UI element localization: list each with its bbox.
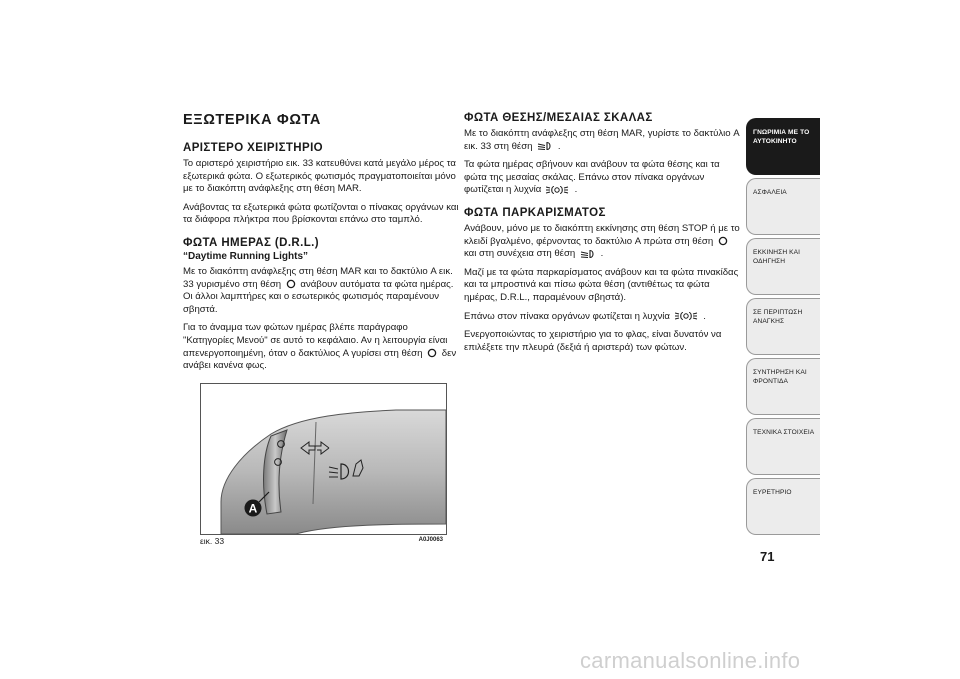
section-title-drl: ΦΩΤΑ ΗΜΕΡΑΣ (D.R.L.) (183, 236, 319, 249)
paragraph: Ανάβουν, μόνο με το διακόπτη εκκίνησης στη θέση STOP ή με το κλειδί βγαλμένο, φέρνοντας το δακτύλιο A πρώτα στη θέση και στη συνέχεια στη θέση . (464, 222, 740, 260)
low-beam-icon (580, 249, 596, 259)
tab-maintenance[interactable]: ΣΥΝΤΗΡΗΣΗ ΚΑΙ ΦΡΟΝΤΙΔΑ (746, 358, 820, 415)
tab-emergency[interactable]: ΣΕ ΠΕΡΙΠΤΩΣΗ ΑΝΑΓΚΗΣ (746, 298, 820, 355)
figure-code: A0J0063 (418, 537, 443, 543)
tab-getting-to-know[interactable]: ΓΝΩΡΙΜΙΑ ΜΕ ΤΟ ΑΥΤΟΚΙΝΗΤΟ (746, 118, 820, 175)
section-subtitle: “Daytime Running Lights” (183, 250, 308, 262)
tab-index[interactable]: ΕΥΡΕΤΗΡΙΟ (746, 478, 820, 535)
section-title-low-beam: ΦΩΤΑ ΘΕΣΗΣ/ΜΕΣΑΙΑΣ ΣΚΑΛΑΣ (464, 112, 653, 124)
paragraph: Τα φώτα ημέρας σβήνουν και ανάβουν τα φώτα θέσης και τα φώτα της μεσαίας σκάλας. Επάνω στον πίνακα οργάνων φωτίζεται η λυχνία . (464, 159, 720, 196)
section-title-left-stalk: ΑΡΙΣΤΕΡΟ ΧΕΙΡΙΣΤΗΡΙΟ (183, 142, 324, 154)
tab-technical-data[interactable]: ΤΕΧΝΙΚΑ ΣΤΟΙΧΕΙΑ (746, 418, 820, 475)
tab-starting-driving[interactable]: ΕΚΚΙΝΗΣΗ ΚΑΙ ΟΔΗΓΗΣΗ (746, 238, 820, 295)
off-ring-icon (427, 348, 437, 358)
light-stalk-illustration (201, 384, 446, 534)
tab-safety[interactable]: ΑΣΦΑΛΕΙΑ (746, 178, 820, 235)
paragraph: Το αριστερό χειριστήριο εικ. 33 κατευθύνει κατά μεγάλο μέρος τα εξωτερικά φώτα. Ο εξωτερικός φωτισμός πραγματοποιείται μόνο με το διακόπτη ανάφλεξης στη θέση MAR. (183, 158, 456, 195)
right-column (464, 112, 742, 360)
paragraph: Για το άναμμα των φώτων ημέρας βλέπε παράγραφο "Κατηγορίες Μενού" σε αυτό το κεφάλαιο. Αν η λειτουργία είναι απενεργοποιημένη, όταν ο δακτύλιος A γυρίσει στη θέση δεν ανάβει κανένα φως. (183, 322, 457, 372)
section-title-parking-lights: ΦΩΤΑ ΠΑΡΚΑΡΙΣΜΑΤΟΣ (464, 206, 606, 219)
paragraph: Με το διακόπτη ανάφλεξης στη θέση MAR, γυρίστε το δακτύλιο A εικ. 33 στη θέση . (464, 128, 740, 152)
position-lights-icon (675, 311, 699, 321)
paragraph: Ανάβοντας τα εξωτερικά φώτα φωτίζονται ο πίνακας οργάνων και τα διάφορα πλήκτρα που βρίσκονται επάνω στο ταμπλό. (183, 201, 459, 226)
paragraph: Μαζί με τα φώτα παρκαρίσματος ανάβουν και τα φώτα πινακίδας και τα μπροστινά και πίσω φώτα θέση (αντιθέτως τα φώτα ημέρας, D.R.L., παραμένουν σβηστά). (464, 266, 739, 303)
off-ring-icon (286, 279, 296, 289)
paragraph: Επάνω στον πίνακα οργάνων φωτίζεται η λυχνία . (464, 310, 706, 322)
chapter-tabs (746, 118, 820, 538)
watermark: carmanualsonline.info (580, 648, 801, 673)
page-number: 71 (760, 549, 775, 564)
page-title: ΕΞΩΤΕΡΙΚΑ ΦΩΤΑ (183, 112, 322, 128)
figure-light-stalk (200, 383, 447, 535)
off-ring-icon (718, 236, 728, 246)
paragraph: Με το διακόπτη ανάφλεξης στη θέση MAR και το δακτύλιο A εικ. 33 γυρισμένο στη θέση ανάβουν αυτόματα τα φώτα ημέρας. Οι άλλοι λαμπτήρες και ο εσωτερικός φωτισμός παραμένουν σβηστά. (183, 265, 454, 315)
paragraph: Ενεργοποιώντας το χειριστήριο για το φλας, είναι δυνατόν να επιλέξετε την πλευρά (δεξιά ή αριστερά) των φώτων. (464, 329, 722, 353)
figure-number: εικ. 33 (200, 536, 225, 546)
low-beam-icon (537, 141, 553, 151)
position-lights-icon (546, 185, 570, 195)
left-column (183, 112, 461, 379)
figure-marker-a: A (248, 501, 258, 516)
